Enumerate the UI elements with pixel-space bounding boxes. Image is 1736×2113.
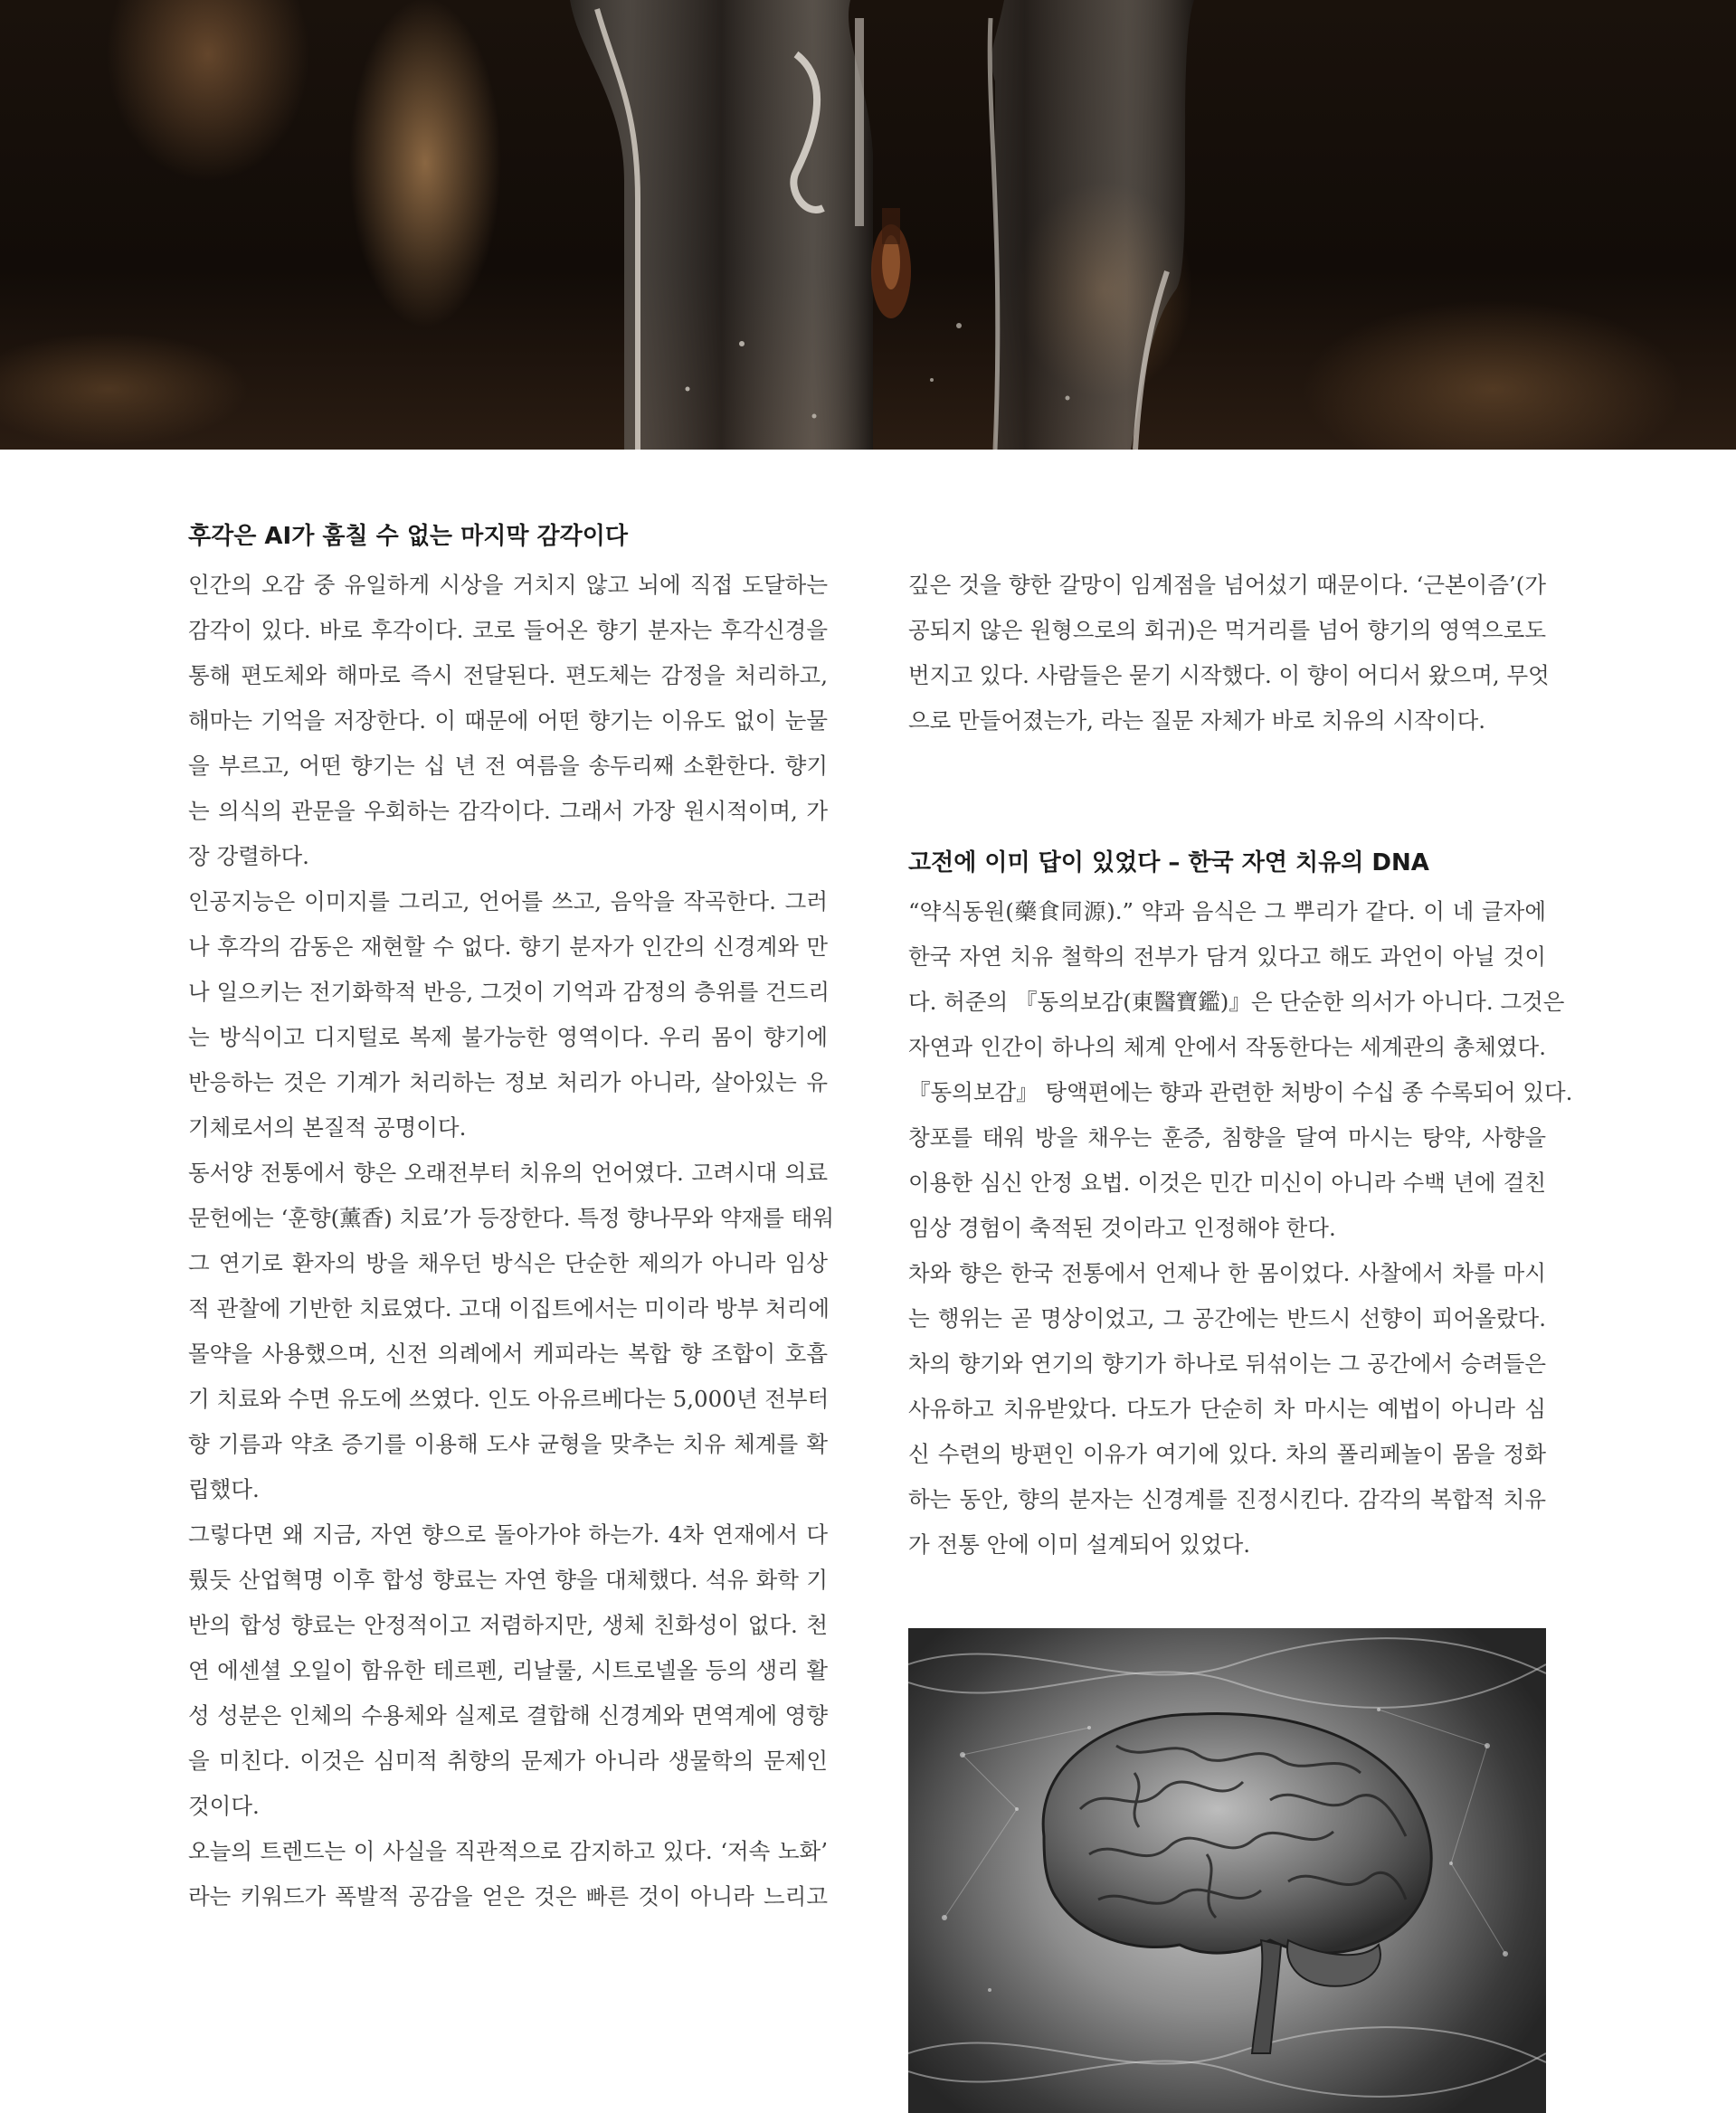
text-line: 을 미친다. 이것은 심미적 취향의 문제가 아니라 생물학의 문제인	[188, 1748, 828, 1774]
text-line: 그 연기로 환자의 방을 채우던 방식은 단순한 제의가 아니라 임상	[188, 1250, 828, 1276]
text-line: “약식동원(藥食同源).” 약과 음식은 그 뿌리가 같다. 이 네 글자에	[908, 898, 1546, 924]
section-heading-olfaction: 후각은 AI가 훔칠 수 없는 마지막 감각이다	[188, 523, 628, 550]
left-paragraph-2	[188, 879, 828, 1151]
text-line: 것이다.	[188, 1793, 260, 1819]
left-paragraph-1	[188, 563, 828, 879]
text-line: 그렇다면 왜 지금, 자연 향으로 돌아가야 하는가. 4차 연재에서 다	[188, 1521, 828, 1548]
text-line: 창포를 태워 방을 채우는 훈증, 침향을 달여 마시는 탕약, 사향을	[908, 1124, 1546, 1151]
text-line: 는 행위는 곧 명상이었고, 그 공간에는 반드시 선향이 피어올랐다.	[908, 1305, 1546, 1331]
text-line: 는 의식의 관문을 우회하는 감각이다. 그래서 가장 원시적이며, 가	[188, 798, 828, 824]
text-line: 가 전통 안에 이미 설계되어 있었다.	[908, 1531, 1251, 1558]
text-line: 장 강렬하다.	[188, 843, 309, 869]
text-line: 으로 만들어졌는가, 라는 질문 자체가 바로 치유의 시작이다.	[908, 707, 1486, 734]
text-line: 오늘의 트렌드는 이 사실을 직관적으로 감지하고 있다. ‘저속 노화’	[188, 1838, 828, 1864]
text-line: 해마는 기억을 저장한다. 이 때문에 어떤 향기는 이유도 없이 눈물	[188, 707, 828, 734]
brain-icon	[908, 1628, 1546, 2113]
right-paragraph-2	[908, 1251, 1546, 1568]
text-line: 신 수련의 방편인 이유가 여기에 있다. 차의 폴리페놀이 몸을 정화	[908, 1441, 1546, 1467]
section-heading-korean-healing: 고전에 이미 답이 있었다 – 한국 자연 치유의 DNA	[908, 849, 1429, 876]
text-line: 임상 경험이 축적된 것이라고 인정해야 한다.	[908, 1215, 1336, 1241]
text-line: 적 관찰에 기반한 치료였다. 고대 이집트에서는 미이라 방부 처리에	[188, 1295, 830, 1322]
text-line: 사유하고 치유받았다. 다도가 단순히 차 마시는 예법이 아니라 심	[908, 1396, 1546, 1422]
text-line: 이용한 심신 안정 요법. 이것은 민간 미신이 아니라 수백 년에 걸친	[908, 1170, 1546, 1196]
text-line: 『동의보감』 탕액편에는 향과 관련한 처방이 수십 종 수록되어 있다.	[908, 1079, 1573, 1105]
text-line: 깊은 것을 향한 갈망이 임계점을 넘어섰기 때문이다. ‘근본이즘’(가	[908, 572, 1546, 598]
text-line: 기체로서의 본질적 공명이다.	[188, 1114, 467, 1141]
text-line: 번지고 있다. 사람들은 묻기 시작했다. 이 향이 어디서 왔으며, 무엇	[908, 662, 1550, 688]
hero-photo-glass-apparatus	[0, 0, 1736, 450]
text-line: 성 성분은 인체의 수용체와 실제로 결합해 신경계와 면역계에 영향	[188, 1702, 828, 1729]
text-line: 하는 동안, 향의 분자는 신경계를 진정시킨다. 감각의 복합적 치유	[908, 1486, 1546, 1512]
left-paragraph-3	[188, 1151, 835, 1512]
text-line: 감각이 있다. 바로 후각이다. 코로 들어온 향기 분자는 후각신경을	[188, 617, 828, 643]
text-line: 몰약을 사용했으며, 신전 의례에서 케피라는 복합 향 조합이 호흡	[188, 1341, 828, 1367]
text-line: 통해 편도체와 해마로 즉시 전달된다. 편도체는 감정을 처리하고,	[188, 662, 828, 688]
text-line: 반의 합성 향료는 안정적이고 저렴하지만, 생체 친화성이 없다. 천	[188, 1612, 828, 1638]
text-line: 는 방식이고 디지털로 복제 불가능한 영역이다. 우리 몸이 향기에	[188, 1024, 828, 1050]
right-intro-paragraph	[908, 563, 1550, 744]
text-line: 라는 키워드가 폭발적 공감을 얻은 것은 빠른 것이 아니라 느리고	[188, 1883, 828, 1909]
text-line: 동서양 전통에서 향은 오래전부터 치유의 언어였다. 고려시대 의료	[188, 1160, 828, 1186]
text-line: 인간의 오감 중 유일하게 시상을 거치지 않고 뇌에 직접 도달하는	[188, 572, 828, 598]
text-line: 나 일으키는 전기화학적 반응, 그것이 기억과 감정의 층위를 건드리	[188, 979, 830, 1005]
text-line: 뤘듯 산업혁명 이후 합성 향료는 자연 향을 대체했다. 석유 화학 기	[188, 1567, 828, 1593]
text-line: 다. 허준의 『동의보감(東醫寶鑑)』은 단순한 의서가 아니다. 그것은	[908, 989, 1565, 1015]
glass-apparatus-illustration	[0, 0, 1736, 450]
text-line: 차와 향은 한국 전통에서 언제나 한 몸이었다. 사찰에서 차를 마시	[908, 1260, 1546, 1286]
text-line: 을 부르고, 어떤 향기는 십 년 전 여름을 송두리째 소환한다. 향기	[188, 753, 828, 779]
text-line: 한국 자연 치유 철학의 전부가 담겨 있다고 해도 과언이 아닐 것이	[908, 943, 1546, 970]
text-line: 자연과 인간이 하나의 체계 안에서 작동한다는 세계관의 총체였다.	[908, 1034, 1546, 1060]
text-line: 차의 향기와 연기의 향기가 하나로 뒤섞이는 그 공간에서 승려들은	[908, 1350, 1546, 1377]
text-line: 문헌에는 ‘훈향(薰香) 치료’가 등장한다. 특정 향나무와 약재를 태워	[188, 1205, 835, 1231]
text-line: 공되지 않은 원형으로의 회귀)은 먹거리를 넘어 향기의 영역으로도	[908, 617, 1546, 643]
text-line: 향 기름과 약초 증기를 이용해 도샤 균형을 맞추는 치유 체계를 확	[188, 1431, 828, 1457]
text-line: 립했다.	[188, 1476, 260, 1502]
text-line: 인공지능은 이미지를 그리고, 언어를 쓰고, 음악을 작곡한다. 그러	[188, 888, 828, 914]
text-line: 연 에센셜 오일이 함유한 테르펜, 리날룰, 시트로넬올 등의 생리 활	[188, 1657, 828, 1683]
text-line: 기 치료와 수면 유도에 쓰였다. 인도 아유르베다는 5,000년 전부터	[188, 1386, 830, 1412]
text-line: 나 후각의 감동은 재현할 수 없다. 향기 분자가 인간의 신경계와 만	[188, 933, 828, 960]
text-line: 반응하는 것은 기계가 처리하는 정보 처리가 아니라, 살아있는 유	[188, 1069, 828, 1095]
right-paragraph-1	[908, 889, 1573, 1251]
left-paragraph-5	[188, 1829, 828, 1919]
brain-dna-illustration	[908, 1628, 1546, 2113]
left-paragraph-4	[188, 1512, 828, 1829]
